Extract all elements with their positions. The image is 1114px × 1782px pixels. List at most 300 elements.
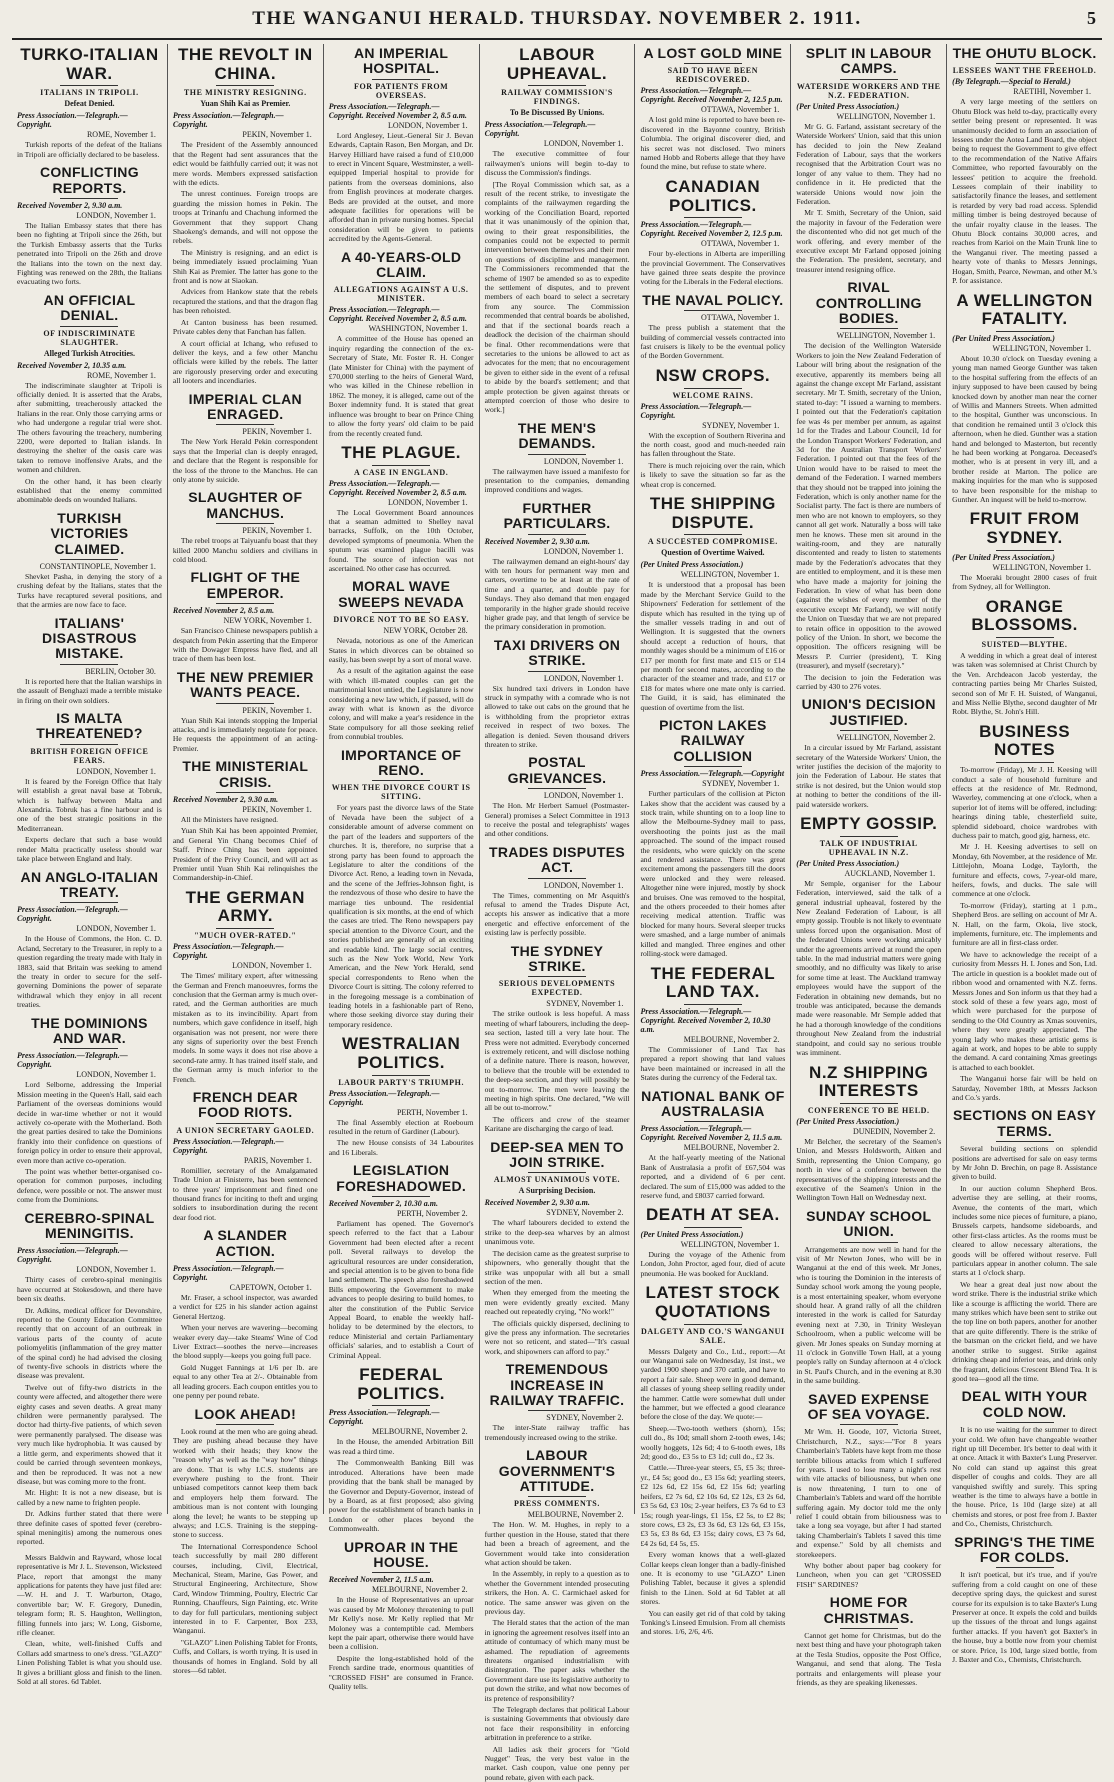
article-headline: AN ANGLO-ITALIAN TREATY. (20, 868, 159, 900)
article-paragraph: Cannot get home for Christmas, but do the next best thing and have your photograph taken at the Tesla Studios, opposite the Post Office, Wanganui, and send that along. The Tesla portraits and enlargements will please your friends, as they are speaking likenesses. (796, 1631, 942, 1688)
article-paragraph: Romillier, secretary of the Amalgamated Trade Union at Finisterre, has been sentenced to three years' imprisonment and fined one thousand francs for inciting to theft and urging soldiers to insubordination during the recent dear food riot. (172, 1165, 318, 1222)
article-headline: LABOUR UPHEAVAL. (506, 45, 608, 83)
article-paragraph: With the exception of Southern Riverina and the north coast, good and much-needed rain has fallen throughout the State. (640, 430, 786, 459)
dateline: WELLINGTON, November 1. (836, 111, 936, 121)
article-paragraph: The Hon. Mr Herbert Samuel (Postmaster-General) promises a Select Committee in 1913 to receive the postal and telegraphists' wages and other conditions. (484, 801, 630, 839)
article (329, 748, 474, 1030)
article-paragraph: You can easily get rid of that cold by taking Tonking's Linseed Emulsion. From all chemists and stores. 1/6, 2/6, 4/6. (640, 1608, 786, 1637)
article-paragraph: It is understood that a proposal has been made by the Merchant Service Guild to the Shipowners' Federation for settlement of the dispute which has resulted in the tying up of the smaller vessels trading in and out of Wellington. It is suggested that the owners should accept a reduction of hours, that monthly wages should be a minimum of £16 or £17 per month for first mate and £15 or £14 per month for second mates, according to the character of the steamer and trade, and £17 or £18 for mates where one mate only is carried. The Guild, it is said, has eliminated the question of overtime from the list. (640, 580, 786, 712)
article-paragraph: Turkish reports of the defeat of the Italians in Tripoli are officially declared to be baseless. (17, 140, 162, 159)
dateline: SYDNEY, November 1. (546, 999, 624, 1009)
press-credit: Press Association.—Telegraph.—Copyright. (172, 111, 284, 130)
column-4 (480, 44, 636, 1782)
article-paragraph: At the half-yearly meeting of the National Bank of Australasia a profit of £67,504 was reported, and a dividend of 6 per cent. declared. The sum of £15,000 was added to the reserve fund, and £8037 carried forward. (640, 1153, 786, 1200)
headline-rule (216, 792, 274, 793)
article-paragraph: The inter-State railway traffic has tremendously increased owing to the strike. (484, 1423, 630, 1442)
dateline: WELLINGTON, November 2. (836, 733, 936, 743)
press-credit: (Per United Press Association.) (796, 858, 900, 868)
article (485, 755, 630, 838)
article-paragraph: For years past the divorce laws of the State of Nevada have been the subject of a considerable amount of adverse comment on the part of the leaders and supporters of the churches. It is, therefore, no surprise that a strong party has been found to approach the Legislature to alter the conditions of the Divorce Act. Reno, a leading town in Nevada, and the scene of the Jeffries-Johnson fight, is the rendezvous of those who desire to have the marriage ties unbound. The residential qualification is six months, at the end of which the cases are tried. The Reno newspapers pay special attention to the Divorce Court, and the stories published are generally of an exciting and readable kind. The large social centres, such as the New York World, New York American, and the New York Herald, send special correspondents to Reno when the Divorce Court is sitting. The colony referred to in the foregoing message is a combination of leading hotels in a fashionable part of Reno, where those seeking divorce stay during their temporary residence. (328, 803, 474, 1029)
headline-rule (996, 1422, 1054, 1423)
headline-rule (60, 326, 118, 327)
press-credit: Press Association.—Telegraph.—Copyright. Received November 2, 8.5 a.m. (328, 305, 467, 324)
article (640, 1284, 785, 1637)
article-paragraph: To-morrow (Friday), Mr J. H. Keesing will conduct a sale of household furniture and effects at the residence of Mr. Redmond, Waverley, commencing at one o'clock, when a superior lot of items will be offered, including: hearings dining table, chesterfield suite, splendid sideboard, choice wardrobes with duchess pair to match, good gig, harness, etc. (952, 765, 1098, 841)
article-headline: N.Z SHIPPING INTERESTS (809, 1062, 929, 1101)
press-credit: Received November 2, 10.30 a.m. (328, 1199, 439, 1208)
article (640, 293, 785, 361)
article-subhead: OF INDISCRIMINATE SLAUGHTER. (43, 328, 136, 347)
article (173, 392, 318, 485)
headline-rule (216, 1123, 274, 1124)
headline-rule (684, 1004, 742, 1005)
article-paragraph: It is no use waiting for the summer to direct your cold. We often have changeable weather right up till December. It's better to deal with it at once. Attack it with Baxter's Lung Preserver. No cold can stand up against this great dispeller of coughs and colds. They are all vanquished swiftly and surely. This spring weather is the time to always have a bottle in the house. Price, 1s 10d (large size) at all chemists and stores, or post free from J. Baxter and Co., Chemists, Christchurch. (952, 1425, 1098, 1529)
headline-rule (840, 1424, 898, 1425)
article-headline: CEREBRO-SPINAL MENINGITIS. (24, 1209, 155, 1241)
article-paragraph: The indiscriminate slaughter at Tripoli is officially denied. It is asserted that the Arabs, after submitting, treacherously attacked the Italians in the rear. Only those carrying arms or who had undergone a regular trial were shot. The others favouring the treachery, numbering 2200, were deported to Italian islands. In destroying the shelter of the oasis care was taken to remove inoffensive Arabs, and the women and children. (17, 380, 162, 475)
dateline: LONDON, November 1. (76, 924, 156, 934)
column-6 (791, 44, 947, 1688)
article-headline: CANADIAN POLITICS. (665, 176, 761, 215)
article-paragraph: The point was whether better-organised co-operation for common purposes, including defence, were possible or not. The answer must come from the Dominions. (17, 1166, 162, 1205)
article-paragraph: The Italian Embassy states that there has been no fighting at Tripoli since the 26th, but the Turkish Embassy asserts that the Turks penetrated into Tripoli on the 26th and drove the Italians into the town on the next day. Fighting was renewed on the 28th, the Italians evacuating two forts. (17, 220, 162, 287)
press-credit: Press Association.—Telegraph.—Copyright. (484, 120, 596, 139)
press-credit: (Per United Press Association.) (640, 560, 744, 570)
article (485, 638, 630, 750)
article-paragraph: In the House, the amended Arbitration Bill was read a third time. (328, 1437, 474, 1456)
article (952, 723, 1097, 1103)
dateline: LONDON, November 1. (388, 497, 468, 507)
headline-rule (996, 63, 1054, 64)
article-subhead: Question of Overtime Waived. (661, 548, 765, 558)
article-subhead: LABOUR PARTY'S TRIUMPH. (338, 1077, 465, 1087)
press-credit: Press Association.—Telegraph.—Copyright (640, 769, 785, 779)
article (329, 579, 474, 741)
press-credit: Received November 2, 9.30 a.m. (484, 1198, 590, 1208)
headline-rule (216, 928, 274, 929)
dateline: OTTAWA, November 1. (701, 313, 780, 323)
article-paragraph: Mr G. G. Farland, assistant secretary of the Waterside Workers' Union, said that this union has decided to join the New Zealand Federation of Labour, says that the workers recognised that the Arbitration Court was no longer of any value to them. They had no confidence in it. He predicted that the waterside Unions would now join the Federation. (796, 121, 942, 207)
article (173, 570, 318, 663)
article (640, 1206, 785, 1278)
headline-rule (216, 523, 274, 524)
article-paragraph: Four by-elections in Alberta are imperilling the provincial Government. The Conservatives have gained three seats despite the province voting for the Liberals in the Federal elections. (640, 249, 786, 287)
article-paragraph: When your nerves are wavering—becoming weaker every day—take Steams' Wine of Cod Liver Extract—soothes the nerve—increases the blood supply—keeps you going full pace. (172, 1323, 318, 1361)
article-headline: THE NEW PREMIER WANTS PEACE. (176, 668, 314, 701)
article-paragraph: The rebel troops at Taiyuanfu boast that they killed 2000 Manchu soldiers and civilians in cold blood. (172, 536, 318, 564)
press-credit: Press Association.—Telegraph.—Copyright. (328, 1408, 440, 1427)
article-paragraph: About 10.30 o'clock on Tuesday evening a young man named George Gunther was taken to the hospital suffering from the effects of an injury supposed to have been caused by being knocked down by another man near the corner of Willis and Manners Streets. When admitted to the hospital, Gunther was unconscious. In that condition he remained until 3 o'clock this afternoon, when he died. Gunther was a station hand and belonged to Masterton, but recently he had been working at Pongaroa. Deceased's mother, who is at present in very ill, and a brother reside at Marton. The police are making inquiries for the man who is supposed to have been responsible for the mishap to Gunther. An inquest will be held to-morrow. (952, 353, 1098, 504)
article-subhead: RAILWAY COMMISSION'S FINDINGS. (501, 88, 613, 107)
article-headline: DEEP-SEA MEN TO JOIN STRIKE. (490, 1138, 624, 1171)
dateline: SYDNEY, November 1. (702, 779, 780, 789)
article-headline: TRADES DISPUTES ACT. (489, 843, 625, 876)
column-1 (12, 44, 168, 1687)
press-credit: Press Association.—Telegraph.—Copyright. (17, 1051, 128, 1070)
headline-rule (840, 1103, 898, 1104)
article-paragraph: The Herald states that the action of the man in ignoring the agreement resolves itself into an attitude of contumacy of which many must be ashamed. The repudiation of agreements threatens organised industrialism with disintegration. The paper asks whether the Government dare use its legislative authority to put down the strike, and what now becomes of its pretence of responsibility? (484, 1618, 630, 1703)
article-paragraph: The final Assembly election at Roebourn resulted in the return of Gardiner (Labour). (328, 1117, 474, 1136)
press-credit: Press Association.—Telegraph.—Copyright. Received November 2, 12.5 p.m. (640, 86, 783, 105)
article-paragraph: At Canton business has been resumed. Private cables deny that Fanchan has fallen. (172, 317, 318, 337)
article-subhead: ALLEGATIONS AGAINST A U.S. MINISTER. (333, 285, 469, 304)
column-5 (635, 44, 791, 1637)
article-paragraph: A very large meeting of the settlers on Ohutu Block was held to-day, practically every settler being present or represented. It was unanimously decided to form an association of lessees under the Aotea Land Board, the object being to request the Government to give effect to the recommendation of the Native Affairs Committee, who reported favourably on the lessees' petition to acquire the freehold. Lessees complain of their inability to satisfactorily finance the leases, and settlement is retarded by very bad road access. Splendid milling timber is being destroyed because of the unfair royalty clause in the leases. The Ohutu Block contains 30,000 acres, and reaches from Karioi on the Main Trunk line to the Wanganui river. The meeting passed a hearty vote of thanks to Messrs Jennings, Hogan, Smith, Pearce, Newman, and other M.'s P. for assistance. (952, 97, 1098, 286)
article (17, 711, 162, 863)
article (173, 670, 318, 753)
article-headline: A WELLINGTON FATALITY. (956, 290, 1093, 329)
article-subhead: ITALIANS IN TRIPOLI. (40, 88, 139, 98)
article-subhead: WHEN THE DIVORCE COURT IS SITTING. (331, 783, 471, 802)
article-headline: A LOST GOLD MINE (643, 45, 783, 61)
article-paragraph: Clean, white, well-finished Cuffs and Collars add smartness to one's dress. "GLAZO" Linen Polishing Tablet is what you should use. It gives a brilliant gloss and finish to the linen. Sold at all stores. 6d Tablet. (17, 1639, 162, 1687)
headline-rule (840, 328, 898, 329)
article (17, 46, 162, 159)
article-paragraph: During the voyage of the Athenic from London, John Proctor, aged four, died of acute pneumonia. He was booked for Auckland. (640, 1250, 786, 1278)
article-headline: LOOK AHEAD! (194, 1405, 297, 1422)
article-headline: THE MEN'S DEMANDS. (517, 419, 597, 452)
headline-rule (684, 310, 742, 311)
newspaper-title: THE WANGANUI HERALD. THURSDAY. NOVEMBER 2. 1911. (252, 8, 862, 29)
article-subhead: A SUCCESTED COMPROMISE. (647, 537, 778, 547)
article-paragraph: A committee of the House has opened an inquiry regarding the connection of the ex-Secretary of State, Mr. Foster R. H. Conger (late Minister for China) with the payment of £70,000 sterling to the heirs of General Ward, who was killed in the Chinese rebellion in 1862. The money, it is alleged, came out of the Boxer indemnity fund. It is stated that great influence was brought to bear on Prince Ching to allow the forty years' old claim to be paid from the recently created fund. (328, 334, 474, 438)
headline-rule (528, 1410, 586, 1411)
dateline: WELLINGTON, November 1. (836, 331, 936, 341)
dateline: MELBOURNE, November 2. (372, 1585, 468, 1595)
article-headline: NSW CROPS. (655, 365, 771, 385)
article-paragraph: Yuan Shih Kai intends stopping the Imperial attacks, and is immediately negotiate for peace. He requests the appointment of an acting-Premier. (172, 715, 318, 753)
article-headline: HOME FOR CHRISTMAS. (823, 1594, 914, 1626)
press-credit: Press Association.—Telegraph.—Copyright. (172, 1264, 284, 1283)
article-paragraph: The officers and crew of the steamer Karitane are discharging the cargo of lead. (484, 1114, 630, 1134)
article-headline: CONFLICTING REPORTS. (39, 164, 139, 196)
article-paragraph: Mr. Hight: It is not a new disease, but is called by a new name to frighten people. (17, 1488, 162, 1507)
article-paragraph: Further particulars of the collision at Picton Lakes show that the accident was caused by a stock train, while shunting on to a loop line to allow the Melbourne-Sydney mail to pass, overshooting the points just as the mail approached. The sound of the impact roused the residents, who were quickly on the scene and rendered assistance. There was great excitement among the passengers till the doors were unlocked and they were released. Altogether nine were injured, mostly by shock and bruises. One was removed to the hospital, and the others proceeded to their homes after receiving medical attention. Traffic was blocked for many hours. Several sleeper trucks were smashed, and a large number of animals killed and mangled. Three engines and other rolling-stock were damaged. (640, 789, 786, 959)
press-credit: Press Association.—Telegraph.—Copyright. Received November 2, 8.5 a.m. (328, 101, 467, 120)
article-headline: ORANGE BLOSSOMS. (971, 596, 1078, 635)
article (173, 490, 318, 564)
article-paragraph: The new House consists of 34 Labourites and 16 Liberals. (328, 1138, 474, 1157)
article (640, 718, 785, 958)
article-paragraph: It is reported here that the Italian warships in the assault of Benghazi made a terrible mistake in firing on their own soldiers. (17, 676, 162, 705)
article-subhead: TALK OF INDUSTRIAL UPHEAVAL IN N.Z. (819, 838, 918, 857)
press-credit: (Per United Press Association.) (796, 1116, 900, 1126)
headline-rule (60, 85, 118, 86)
headline-rule (372, 1572, 430, 1573)
article-paragraph: We hear a great deal just now about the word strike. There is the industrial strike which like a scourge is afflicting the world. There are many strikes which have been sent to strike out the top line on both papers, another for another that are quite differently. There is the strike of the batsman on the cricket field, and we have another strike to suggest. Strike against drinking cheap and inferior teas, and drink only the fragrant, delicious Crescent Blend Tea. It is good tea—good all the time. (952, 1279, 1098, 1383)
headline-rule (372, 1075, 430, 1076)
dateline: WELLINGTON, November 1. (680, 1240, 780, 1250)
article-paragraph: There is much rejoicing over the rain, which is likely to save the situation so far as the wheat crop is concerned. (640, 460, 786, 489)
press-credit: Press Association.—Telegraph.—Copyright. (17, 1246, 128, 1265)
dateline: WELLINGTON, November 1. (992, 562, 1092, 572)
article-paragraph: All ladies ask their grocers for "Gold Nugget" Teas, the very best value in the market. Cash coupon, value one penny per pound rebate, given with each pack. (484, 1744, 630, 1782)
article-headline: AN OFFICIAL DENIAL. (43, 291, 136, 324)
dateline: PEKIN, November 1. (242, 804, 312, 814)
article-paragraph: When they emerged from the meeting the men were evidently greatly excited. Many reached out repeatedly crying, "No work!" (484, 1288, 630, 1317)
article (329, 46, 474, 244)
headline-rule (60, 1243, 118, 1244)
article (485, 46, 630, 415)
article (796, 697, 941, 809)
article-subhead: SERIOUS DEVELOPMENTS EXPECTED. (498, 979, 616, 998)
dateline: ROME, November 1. (86, 370, 156, 380)
article-paragraph: Cattle.—Three-year steers, £5, £5 3s; three-yr., £4 5s; good do., £3 15s 6d; yearling steers, £2 12s 6d, £2 15s 6d, £2 15s 6d; yearling heifers, £2 7s 6d, £2 10s 6d, £2 12s, £3 2s 6d, £3 5s 6d, £3 10s; 2-year heifers, £3 7s 6d to £3 15s; rough year-lings, £1 15s, £2 5s, to £2 8s; store cows, £3 2s, £3 3s 6d, £3 12s 6d, £3 15s, £3 5s, £3 8s 6d, £3 15s; dairy cows, £3 7s 6d, £4 2s 6d, £4 5s, £5. (640, 1463, 786, 1548)
dateline: PEKIN, November 1. (242, 705, 312, 715)
article (329, 444, 474, 574)
article (640, 367, 785, 489)
article (17, 1016, 162, 1205)
article-headline: SECTIONS ON EASY TERMS. (952, 1107, 1097, 1139)
headline-rule (372, 465, 430, 466)
headline-rule (840, 1628, 898, 1629)
article-headline: DEAL WITH YOUR COLD NOW. (961, 1388, 1088, 1420)
article-paragraph: Dr. Adkins further stated that there were three definite cases of spotted fever (cerebro-spinal meningitis) among the numerous ones reported. (17, 1509, 162, 1547)
headline-rule (528, 454, 586, 455)
article-headline: ITALIANS' DISASTROUS MISTAKE. (42, 614, 137, 662)
article (17, 1211, 162, 1547)
headline-rule (840, 79, 898, 80)
article-paragraph: In a circular issued by Mr Farland, assistant secretary of the Waterside Workers' Union, the writer justifies the decision of the majority to join the Federation of Labour. He states that strike is not desired, but the Union would stop at nothing to better the conditions of the ill-paid waterside workers. (796, 743, 942, 809)
dateline: LONDON, November 1. (543, 139, 624, 149)
dateline: BERLIN, October 30. (85, 666, 156, 676)
article-paragraph: The International Correspondence School teach successfully by mail 280 different courses, including, Civil, Electrical, Mechanical, Steam, Marine, Gas Power, and Structural Engineering, Architecture, Show Card, Window Trimming, Poultry, Electric Car Running, Chauffeurs, Sign Painting, etc. Write to day for full particulars, mentioning subject interested in to F. Carpenter, Box 233, Wanganui. (172, 1541, 318, 1636)
article-paragraph: In the House of Representatives an uproar was caused by Mr Moloney threatening to pull Mr Kelly's nose. Mr Kelly replied that Mr Moloney was a contemptible cad. Members kept the pair apart, otherwise there would have been a collision. (328, 1595, 474, 1652)
dateline: MELBOURNE, November 2. (683, 1143, 780, 1153)
article-paragraph: Sheep.—Two-tooth wethers (shorn), 15s; cull do., 8s 10d; small shorn 2-tooth ewes, 14s; woolly hoggets, 12s 6d; 4 to 6-tooth ewes, 18s 2d; good do., £3 5s to £3 1d; cull do., £2 3s. (640, 1423, 786, 1462)
article-paragraph: Parliament has opened. The Governor's speech referred to the fact that a Labour Government had been elected after a recent poll. Several railways to develop the agricultural resources are under consideration, and special attention is to be given to bona fide land settlement. The speech also foreshadowed Bills empowering the Government to make advances to people desiring to build homes, to alter the constitution of the Public Service Appeal Board, to enable the weekly half-holiday to be determined by the electors, to reduce Ministerial and certain Parliamentary officials' salaries, and to establish a Court of Criminal Appeal. (328, 1219, 474, 1360)
headline-rule (216, 424, 274, 425)
headline-rule (684, 766, 742, 767)
press-credit: (Per United Press Association.) (796, 101, 900, 111)
dateline: OTTAWA, November 1. (701, 239, 780, 249)
article-headline: EMPTY GOSSIP. (800, 814, 938, 834)
article-headline: UPROAR IN THE HOUSE. (343, 1538, 459, 1570)
article-paragraph: A court official at Ichang, who refused to deliver the keys, and a few other Manchu officials were killed by the rebels. The latter are rigorously preserving order and executing all looters and incendiaries. (172, 338, 318, 386)
headline-rule (996, 550, 1054, 551)
headline-rule (60, 664, 118, 665)
dateline: ROME, November 1. (86, 130, 156, 140)
headline-rule (372, 282, 430, 283)
article-paragraph: Several building sections on splendid positions are advertised for sale on easy terms by Mr John D. Brechin, on page 8. Assistance given to build. (952, 1144, 1098, 1182)
article-subhead: DALGETY AND CO.'S WANGANUI SALE. (641, 1326, 785, 1345)
article-paragraph: Twelve out of fifty-two districts in the county were affected, and altogether there were eighty cases and seven deaths. A great many children were permanently paralysed. The doctor had thirty-five patients, of which seven were permanently paralysed. The disease was very much like hydrophobia. It was caused by a little germ, and experiments showed that it could be carried through seventeen monkeys, and then be reproduced. It was not a new disease, but was coming more to the front. (17, 1382, 162, 1486)
article-paragraph: Why bother about paper bag cookery for Luncheon, when you can get "CROSSED FISH" SARDINES? (796, 1561, 942, 1589)
article-paragraph: Mr. Fraser, a school inspector, was awarded a verdict for £25 in his slander action against General Hertzog. (172, 1293, 318, 1321)
article-subhead: Yuan Shih Kai as Premier. (200, 99, 291, 109)
headline-rule (60, 744, 118, 745)
article-paragraph: It isn't poetical, but it's true, and if you're suffering from a cold caught on one of these deceptive spring days, the quickest and surest course for its expulsion is to take Baxter's Lung Preserver at once. It expels the cold and builds up the tissues of the throat and lungs against further attacks. If you haven't got Baxter's in the house, buy a bottle now from your chemist or store. Price, 1s 10d, large sized bottle, from J. Baxter and Co., Chemists, Christchurch. (952, 1570, 1098, 1665)
article-headline: SPRING'S THE TIME FOR COLDS. (954, 1533, 1095, 1565)
headline-rule (528, 671, 586, 672)
article-headline: THE SYDNEY STRIKE. (510, 942, 604, 975)
dateline: MELBOURNE, November 2. (683, 1034, 780, 1044)
press-credit: Press Association.—Telegraph.—Copyright. (17, 111, 128, 130)
headline-rule (372, 780, 430, 781)
article-paragraph: Thirty cases of cerebro-spinal meningitis have occurred at Stokesdown, and there have been six deaths. (17, 1275, 162, 1304)
article-paragraph: A lost gold mine is reported to have been re-discovered in the Bayonne country, British Columbia. The original discoverer died, and his secret was not disclosed. Two miners named Hobb and Roberts allege that they have found the mine, but refuse to state where. (640, 115, 786, 172)
article-headline: SAVED EXPENSE OF SEA VOYAGE. (807, 1390, 930, 1422)
headline-rule (60, 902, 118, 903)
dateline: PERTH, November 1. (396, 1107, 468, 1117)
article (173, 889, 318, 1084)
article-headline: SUNDAY SCHOOL UNION. (806, 1207, 932, 1240)
article (640, 965, 785, 1083)
article-headline: IS MALTA THREATENED? (36, 710, 143, 742)
article-subhead: SUISTED—BLYTHE. (981, 639, 1068, 649)
headline-rule (840, 730, 898, 731)
article (796, 815, 941, 1057)
dateline: PEKIN, November 1. (242, 427, 312, 437)
article (17, 165, 162, 287)
article-paragraph: The decision came as the greatest surprise to shipowners, who generally thought that the strike was unpopular with all but a small section of the men. (484, 1248, 630, 1286)
article-paragraph: The Telegraph declares that political Labour is sustaining Governments that obviously dare not face their responsibility in enforcing arbitration in preference to a strike. (484, 1705, 630, 1743)
dateline: SYDNEY, November 2. (546, 1413, 624, 1423)
article (485, 421, 630, 495)
article-paragraph: Mr Belcher, the secretary of the Seamen's Union, and Messrs Holdsworth, Aitken and Smith, representing the Union Company, go north in view of a conference between the representatives of the shipping interests and the executive of the Seamen's Union in the Wellington Town Hall on Wednesday next. (796, 1136, 942, 1203)
article-paragraph: Despite the long-established hold of the French sardine trade, enormous quantities of "CROSSED FISH" are consumed in France. Quality tells. (328, 1653, 474, 1691)
article (952, 598, 1097, 717)
article-paragraph: Every woman knows that a well-glazed Collar keeps clean longer than a badly-finished one. It is economy to use "GLAZO" Linen Polishing Tablet, because it gives a splendid finish to the Linen. Sold at 6d Tablet at all stores. (640, 1550, 786, 1607)
headline-rule (528, 878, 586, 879)
article-paragraph: As a result of the agitation against the ease with which ill-mated couples can get the matrimonial knot untied, the Legislature is now considering a new law which, if passed, will do away with what is known as the divorce colony, and will make a year's residence in the State compulsory for all those seeking relief from connubial troubles. (328, 666, 474, 742)
article (485, 1362, 630, 1442)
press-credit: (Per United Press Association.) (952, 552, 1055, 562)
article-paragraph: We have to acknowledge the receipt of a curiosity from Messrs H. I. Jones and Son, Ltd. The article in question is a booklet made out of ribbon wood and ornamented with N.Z. ferns. Messrs Jones and Son inform us that they had a stock sold of these a few years ago, most of which were purchased for the purpose of sending to the Old Country as Xmas souvenirs, where they were greatly appreciated. The young lady who makes these artistic gems is again at work, and hopes to be able to supply the demand. A card containing Xmas greetings is attached to each booklet. (952, 949, 1098, 1072)
article-paragraph: It is feared by the Foreign Office that Italy will establish a great naval base at Tobruk, which is halfway between Malta and Alexandria. Tobruk has a fine harbour and is one of the best strategic positions in the Mediterranean. (17, 776, 162, 833)
article (329, 1163, 474, 1360)
headline-rule (996, 1567, 1054, 1568)
article-subhead: A CASE IN ENGLAND. (353, 467, 449, 477)
article-headline: THE MINISTERIAL CRISIS. (182, 758, 309, 790)
dateline: WASHINGTON, November 1. (368, 324, 468, 334)
article (17, 1553, 162, 1687)
press-credit: Press Association.—Telegraph.—Copyright. Received November 2, 12.5 p.m. (640, 220, 783, 239)
article-subhead: BRITISH FOREIGN OFFICE FEARS. (30, 746, 149, 765)
press-credit: Press Association.—Telegraph.—Copyright. (328, 1088, 440, 1107)
article (952, 1108, 1097, 1383)
headline-rule (528, 1172, 586, 1173)
article (796, 280, 941, 691)
headline-rule (684, 1121, 742, 1122)
dateline: PARIS, November 1. (244, 1155, 312, 1165)
article-headline: FURTHER PARTICULARS. (503, 499, 611, 532)
article-subhead: CONFERENCE TO BE HELD. (807, 1105, 930, 1115)
article (640, 1089, 785, 1201)
article (640, 46, 785, 172)
dateline: RAETIHI, November 1. (1013, 87, 1092, 97)
article-paragraph: [The Royal Commission which sat, as a result of the recent strike, to investigate the complaints of the railwaymen regarding the working of the Conciliation Board, reported that it was unanimously of the opinion that, owing to their great responsibilities, the companies could not be expected to permit intervention between themselves and their men on questions of discipline and management. The Commissioners recommended that the scheme of 1907 be amended so as to expedite the settlement of disputes, and to prevent members of each board to select a secretary from any source. The Commission recommended that central boards be abolished, and that if the sectional boards reach a deadlock the decision of the chairman should be final. Other recommendations were that secretaries to the unions be allowed to act as advocates for the men; that no encouragement be given to either side in the event of a refusal to abide by the board's settlement; and that ample protection be given against threats or attempted coercion of those who desire to work.] (484, 179, 630, 415)
dateline: LONDON, November 1. (388, 120, 468, 130)
article-headline: LATEST STOCK QUOTATIONS (645, 1283, 781, 1321)
article-paragraph: The unrest continues. Foreign troops are guarding the mission homes in Pekin. The troops at Trinanfu and Chachung informed the Government that they support Chang Shaokeng's demands, and will not oppose the rebels. (172, 189, 318, 246)
dateline: DUNEDIN, November 2. (852, 1126, 936, 1136)
dateline: OTTAWA, November 1. (701, 105, 780, 115)
article (640, 495, 785, 712)
press-credit: Press Association.—Telegraph.—Copyright. Received November 2, 11.5 a.m. (640, 1124, 783, 1143)
article-subhead: WATERSIDE WORKERS AND THE N.Z. FEDERATION. (796, 81, 941, 100)
article-headline: THE NAVAL POLICY. (642, 291, 784, 308)
article-headline: TREMENDOUS INCREASE IN RAILWAY TRAFFIC. (489, 1361, 625, 1408)
article (796, 1209, 941, 1386)
article-paragraph: Mr Semple, organiser for the Labour Federation, interviewed, said the talk of a general industrial upheaval, fostered by the New Zealand Federation of Labour, is all empty gossip. Trouble is not likely to eventuate unless forced upon the organisation. Most of the federated Unions were working amicably under the agreements arrived at round the open table. In the mad industrial matters were going smoothly, and no difficulty was likely to arise for some time at least. The Auckland tramway employees would have the support of the Federation in obtaining new demands, but no trouble was anticipated, because the demands made were reasonable. Mr Semple added that he had a thorough knowledge of the conditions throughout New Zealand from the industrial standpoint, and could say no serious trouble was imminent. (796, 878, 942, 1058)
article-paragraph: The Times, commenting on Mr Asquith's refusal to amend the Trades Dispute Act, accepts his answer as indicative that a more energetic and effective enforcement of the existing law is perfectly possible. (484, 890, 630, 938)
article-paragraph: The officials quickly dispersed, declining to give the press any information. The secretaries were not so reticent, and stated—"It's casual work, and shipowners can afford to pay." (484, 1318, 630, 1356)
article-paragraph: Arrangements are now well in hand for the visit of Mr Newton Jones, who will be in Wanganui at the end of this week. Mr Jones, who is touring the Dominion in the interests of Sunday school work among the young people, is a most entertaining speaker, whom everyone should hear. A grand rally of all the children interested in the work is called for Saturday evening next at 7.30, in Trinity Wesleyan Schoolroom, when a public welcome will be given. Mr Jones speaks on Sunday morning at 11 o'clock in Gonville Town Hall, at a young people's rally on Sunday afternoon at 4 o'clock in St. Paul's Church, and in the evening at 8.30 in the same building. (796, 1244, 942, 1386)
article-headline: TAXI DRIVERS ON STRIKE. (493, 636, 621, 669)
article (796, 1595, 941, 1687)
article-headline: THE REVOLT IN CHINA. (177, 45, 313, 83)
headline-rule (60, 1048, 118, 1049)
article-subhead: ALMOST UNANIMOUS VOTE. (493, 1175, 621, 1185)
article (796, 46, 941, 274)
headline-rule (528, 976, 586, 977)
headline-rule (528, 788, 586, 789)
dateline: LONDON, November 1. (543, 546, 624, 556)
press-credit: (Per United Press Association.) (640, 1230, 744, 1240)
article-paragraph: The Times' military expert, after witnessing the German and French manoeuvres, forms the conclusion that the German army is much over-rated, and the German authorities are much mistaken as to its invincibility. Apart from numbers, which gave confidence in itself, high organisation was not present, nor were there any signs of superiority over the best French models. In some ways it does not rise above a second-rate army. It has trained itself stale, and the German army is much inferior to the French. (172, 971, 318, 1084)
dateline: WELLINGTON, November 1. (680, 570, 780, 580)
article (952, 510, 1097, 591)
article-subhead: Alleged Turkish Atrocities. (43, 348, 136, 358)
article-headline: DEATH AT SEA. (646, 1205, 780, 1225)
dateline: CAPETOWN, October 1. (229, 1283, 312, 1293)
headline-rule (216, 1424, 274, 1425)
article-headline: LEGISLATION FORESHADOWED. (336, 1162, 467, 1194)
headline-rule (216, 603, 274, 604)
press-credit: Received November 2, 11.5 a.m. (328, 1575, 434, 1585)
article (329, 1540, 474, 1692)
article-headline: WESTRALIAN POLITICS. (341, 1034, 461, 1072)
headline-rule (684, 63, 742, 64)
article-paragraph: The Wanganui horse fair will be held on Saturday, November 18th, at Messrs Jackson and Co.'s yards. (952, 1074, 1098, 1102)
article-paragraph: All the Ministers have resigned. (180, 814, 279, 824)
dateline: WELLINGTON, November 1. (992, 343, 1092, 353)
dateline: MELBOURNE, November 2. (527, 1510, 624, 1520)
article (17, 511, 162, 610)
press-credit: Received November 2, 8.5 a.m. (172, 606, 275, 616)
article (485, 845, 630, 938)
article-headline: TURKISH VICTORIES CLAIMED. (50, 509, 129, 557)
article-subhead: Defeat Denied. (64, 99, 115, 109)
column-7 (947, 44, 1102, 1665)
article-paragraph: Messrs Baldwin and Rayward, whose local representative is Mr J. L. Stevenson, Wicksteed Place, report that amongst the many applications for patents they have just filed are:—W. H. and J. T. Warburton, Otago, convertible bar; W. F. Gregory, Dunedin, telegram form; R. S. Haughton, Wellington, filling funnels into jars; W. Long, Gisborne, rifle cleaner. (17, 1552, 162, 1637)
press-credit: Received November 2, 9.30 a.m. (484, 536, 590, 546)
headline-rule (372, 612, 430, 613)
article-paragraph: Mr Wm. H. Goode, 107, Victoria Street, Christchurch, N.Z., says:—"For 8 years Chamberlain's Tablets have kept from me those terrible bilious attacks from which I suffered for years. I used to lose many a night's rest with vile attacks of biliousness, but when one is now threatening, I turn to one of Chamberlain's Tablets and ward off the horrible suffering again. My doctor told me the only relief I could obtain from biliousness was to take a long sea voyage, but after I had started taking Chamberlain's Tablets I saved this time and expense." Sold by all chemists and storekeepers. (796, 1427, 942, 1559)
headline-rule (216, 1261, 274, 1262)
press-credit: (By Telegraph.—Special to Herald.) (952, 77, 1071, 87)
article-paragraph: In the House of Commons, the Hon. C. D. Acland, Secretary to the Treasurer, in reply to a question regarding the treaty made with Italy in 1883, said that Britain was seeking to amend the treaty in order to secure for the self-governing Dominions the power of separate withdrawal which they enjoy in all recent treaties. (17, 934, 162, 1010)
article-headline: SPLIT IN LABOUR CAMPS. (805, 45, 932, 77)
headline-rule (840, 836, 898, 837)
article-paragraph: The decision to join the Federation was carried by 430 to 276 votes. (796, 672, 942, 692)
headline-rule (372, 1196, 430, 1197)
article-paragraph: The decision of the Wellington Waterside Workers to join the New Zealand Federation of Labour will bring about the resignation of the executive, apparently its members being all against the change except Mr Farland, assistant secretary. Mr T. Smith, secretary of the Union, stated to-day: "I issued a warning to members. I pointed out that the Federation's capitation fee was 4s per member per annum, as against 1d for the Trades and Labour Council, 1d for the London Transport Workers' Federation, and 3d for the Australian Transport Workers' Federation. I pointed out that the fees of the Union would have to be raised to meet the demand of the Federation. I warned members that they should not be trapped into joining the Federation, which is only another name for the Socialist party. The fact is there are numbers of men who are not known to employers, so they cannot all get work. Naturally a boss will take men he knows. These men sit around in the waiting-room, and they are naturally discontented and ready to listen to statements made by the Federation's advocates that they are entitled to employment, and it is these men who have made a majority for joining the Federation. In view of what has been done (against the wishes of every member of the executive except Mr Farland), we will notify the Union on Tuesday that we are not prepared to retain office in opposition to the avowed policy of the Union. In short, we become the opposition. The officers resigning will be Messrs P. Currier (president), T. King (treasurer), and myself (secretary)." (796, 341, 942, 671)
article (952, 292, 1097, 505)
article-headline: THE GERMAN ARMY. (185, 887, 305, 926)
article-paragraph: Messrs Dalgety and Co., Ltd., report:—At our Wanganui sale on Wednesday, 1st inst., we yarded 1900 sheep and 370 cattle, and have to report a fair sale. Sheep were in good demand, all classes of young sheep selling readily under the hammer. Cattle were somewhat dull under the hammer, but we effected a good clearance before the close of the day. We quote:— (640, 1346, 786, 1422)
article-headline: BUSINESS NOTES (979, 721, 1071, 760)
article (173, 1407, 318, 1676)
headline-rule (372, 79, 430, 80)
article-paragraph: On the other hand, it has been clearly established that the enemy committed abominable deeds on wounded Italians. (17, 476, 162, 505)
dateline: LONDON, November 1. (232, 961, 312, 971)
column-2 (168, 44, 324, 1676)
article-paragraph: Six hundred taxi drivers in London have struck in sympathy with a comrade who is not allowed to take out cabs on the ground that he is withholding from the proprietor extras received in respect of two boxes. The allegation is denied. Seven thousand drivers threaten to strike. (484, 683, 630, 749)
headline-rule (60, 198, 118, 199)
article (173, 1228, 318, 1400)
